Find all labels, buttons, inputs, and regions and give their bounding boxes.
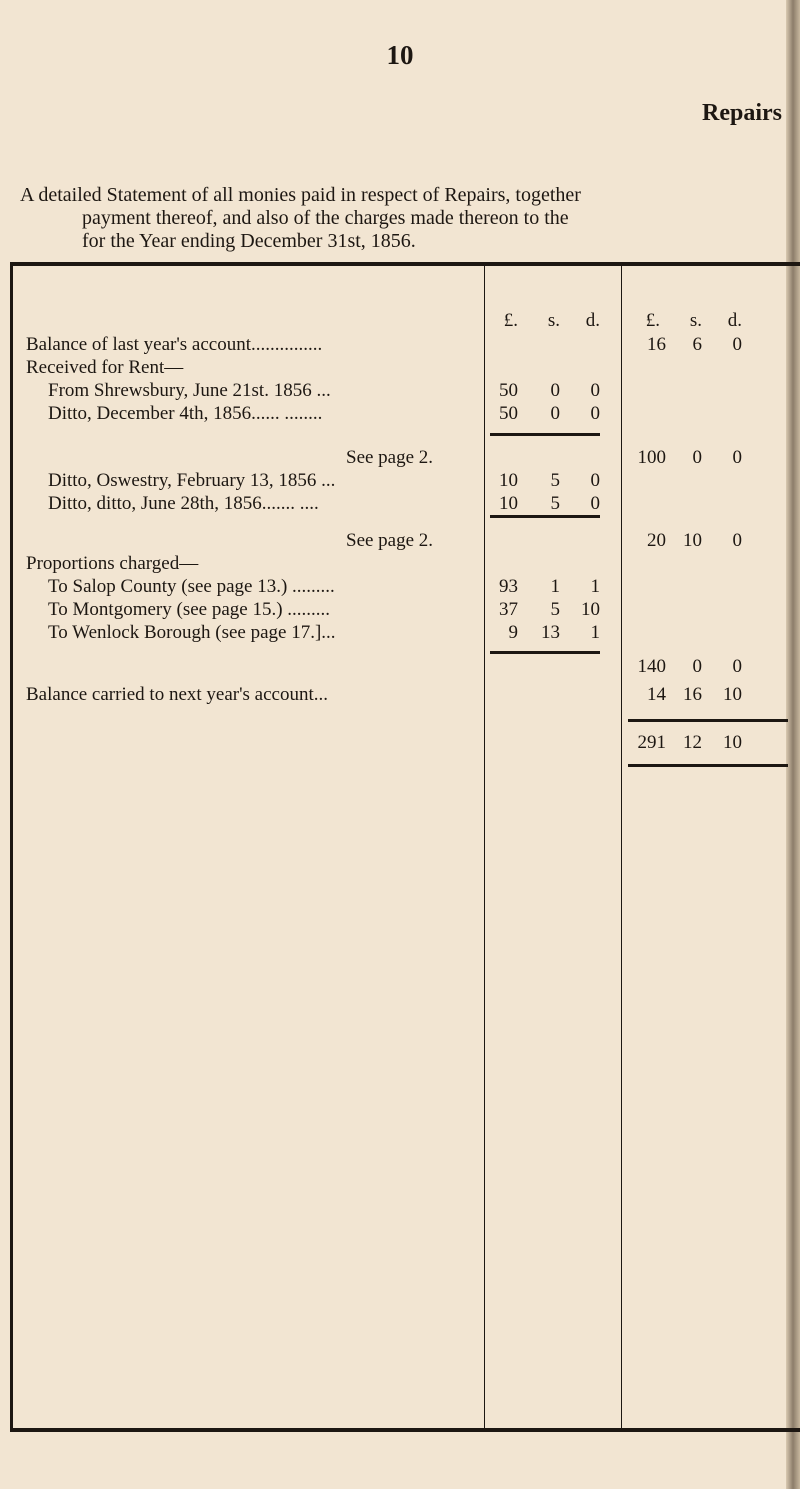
total-shillings: 6: [692, 334, 702, 355]
intro-line-1: A detailed Statement of all monies paid in respect of Repairs, together: [20, 184, 581, 206]
header-pounds: £.: [503, 310, 518, 331]
amount-pence: 0: [590, 493, 600, 514]
total-shillings: 10: [683, 530, 702, 551]
row-label: Ditto, Oswestry, February 13, 1856 ...: [48, 470, 336, 491]
table-row: [0, 334, 800, 356]
row-label: To Wenlock Borough (see page 17.]...: [48, 622, 336, 643]
intro-line-3: for the Year ending December 31st, 1856.: [82, 230, 416, 252]
amount-shillings: 5: [550, 599, 560, 620]
amount-pounds: 9: [508, 622, 518, 643]
header-pence-total: d.: [727, 310, 742, 331]
table-row: [0, 656, 800, 678]
table-row: [0, 380, 800, 402]
row-label: Received for Rent—: [26, 357, 184, 378]
row-label: See page 2.: [346, 530, 434, 551]
total-pounds: 14: [647, 684, 666, 705]
table-top-border: [10, 262, 800, 266]
section-title: Repairs: [702, 100, 782, 126]
amount-pence: 1: [590, 622, 600, 643]
row-label: Ditto, December 4th, 1856...... ........: [48, 403, 323, 424]
table-row: [0, 684, 800, 706]
row-label: Balance of last year's account...............: [26, 334, 323, 355]
table-bottom-border: [10, 1428, 800, 1432]
amount-shillings: 0: [550, 403, 560, 424]
row-label: Proportions charged—: [26, 553, 199, 574]
subtotal-rule: [490, 515, 600, 518]
total-pounds: 16: [647, 334, 666, 355]
row-label: See page 2.: [346, 447, 434, 468]
table-row: [0, 530, 800, 552]
header-shillings: s.: [547, 310, 560, 331]
amount-pence: 1: [590, 576, 600, 597]
amount-pounds: 93: [499, 576, 518, 597]
subtotal-rule: [490, 651, 600, 654]
header-pence: d.: [585, 310, 600, 331]
amount-shillings: 0: [550, 380, 560, 401]
total-pence: 10: [723, 684, 742, 705]
header-pounds-total: £.: [645, 310, 660, 331]
table-row: [0, 493, 800, 515]
amount-pounds: 50: [499, 380, 518, 401]
total-pence: 0: [732, 447, 742, 468]
table-left-border: [10, 262, 13, 1430]
total-pence: 0: [732, 334, 742, 355]
column-headers: [0, 310, 800, 332]
column-divider-1: [484, 264, 485, 1430]
amount-pence: 0: [590, 380, 600, 401]
amount-pence: 10: [581, 599, 600, 620]
column-divider-2: [621, 264, 622, 1430]
table-row: [0, 447, 800, 469]
row-label: To Salop County (see page 13.) .........: [48, 576, 335, 597]
total-double-rule: [628, 764, 788, 767]
table-row: [0, 470, 800, 492]
amount-pounds: 10: [499, 470, 518, 491]
intro-line-2: payment thereof, and also of the charges made thereon to the: [82, 207, 569, 229]
amount-pence: 0: [590, 470, 600, 491]
subtotal-rule: [490, 433, 600, 436]
amount-pounds: 50: [499, 403, 518, 424]
total-shillings: 0: [692, 656, 702, 677]
amount-pounds: 37: [499, 599, 518, 620]
table-row: [0, 622, 800, 644]
row-label: From Shrewsbury, June 21st. 1856 ...: [48, 380, 331, 401]
total-pounds: 100: [637, 447, 666, 468]
amount-pence: 0: [590, 403, 600, 424]
amount-shillings: 5: [550, 493, 560, 514]
page-number: 10: [386, 40, 414, 70]
table-row: [0, 553, 800, 575]
table-row: [0, 403, 800, 425]
total-pence: 10: [723, 732, 742, 753]
amount-shillings: 13: [541, 622, 560, 643]
table-row: [0, 576, 800, 598]
row-label: To Montgomery (see page 15.) .........: [48, 599, 331, 620]
total-pence: 0: [732, 530, 742, 551]
table-row: [0, 732, 800, 754]
total-shillings: 16: [683, 684, 702, 705]
total-shillings: 0: [692, 447, 702, 468]
table-row: [0, 357, 800, 379]
row-label: Ditto, ditto, June 28th, 1856....... ....: [48, 493, 319, 514]
table-row: [0, 599, 800, 621]
amount-shillings: 1: [550, 576, 560, 597]
row-label: Balance carried to next year's account...: [26, 684, 328, 705]
total-pence: 0: [732, 656, 742, 677]
total-pounds: 140: [637, 656, 666, 677]
total-pounds: 20: [647, 530, 666, 551]
amount-shillings: 5: [550, 470, 560, 491]
amount-pounds: 10: [499, 493, 518, 514]
total-pounds: 291: [637, 732, 666, 753]
total-rule: [628, 719, 788, 722]
total-shillings: 12: [683, 732, 702, 753]
header-shillings-total: s.: [689, 310, 702, 331]
